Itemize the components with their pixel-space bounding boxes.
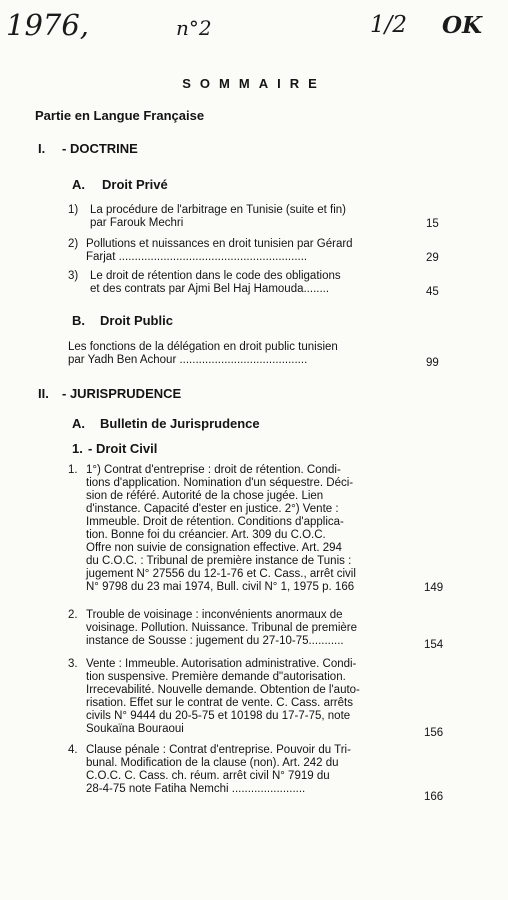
toc-entry	[68, 270, 488, 298]
toc-entry	[68, 204, 488, 232]
entry-page: 15	[426, 218, 439, 230]
entry-number: 2)	[68, 238, 79, 250]
toc-entry	[68, 341, 488, 369]
entry-line: bunal. Modification de la clause (non). Art. 242 du	[86, 757, 339, 769]
entry-line: par Yadh Ben Achour ........................................	[68, 354, 308, 366]
entry-page: 29	[426, 252, 439, 264]
section-title-jurisprudence: - JURISPRUDENCE	[62, 386, 182, 401]
entry-line: jugement N° 27556 du 12-1-76 et C. Cass., arrêt civil	[86, 568, 356, 580]
toc-entry	[68, 238, 488, 266]
handwritten-ok: OK	[442, 12, 483, 39]
entry-line: Offre non suivie de consignation effective. Art. 294	[86, 542, 342, 554]
page-title: SOMMAIRE	[182, 76, 326, 91]
entry-line: 28-4-75 note Fatiha Nemchi .......................	[86, 783, 306, 795]
entry-line: C.O.C. C. Cass. ch. réum. arrêt civil N° 7919 du	[86, 770, 330, 782]
toc-entry	[68, 658, 492, 742]
entry-line: N° 9798 du 23 mai 1974, Bull. civil N° 1, 1975 p. 166	[86, 581, 355, 593]
subsection-title-bulletin: Bulletin de Jurisprudence	[100, 416, 260, 431]
entry-line: par Farouk Mechri	[90, 217, 184, 229]
entry-line: civils N° 9444 du 20-5-75 et 10198 du 17-7-75, note	[86, 710, 351, 722]
entry-page: 166	[424, 791, 444, 803]
subsection-title-droit-public: Droit Public	[100, 313, 173, 328]
entry-page: 99	[426, 357, 439, 369]
subsection-letter-bulletin: A.	[72, 416, 85, 431]
entry-line: sion de référé. Autorité de la chose jugée. Lien	[86, 490, 324, 502]
subsection-title-civil: - Droit Civil	[88, 441, 158, 456]
entry-line: risation. Effet sur le contrat de vente. C. Cass. arrêts	[86, 697, 353, 709]
entry-page: 156	[424, 727, 444, 739]
toc-entry	[68, 464, 492, 596]
entry-number: 2.	[68, 609, 78, 621]
toc-entry	[68, 609, 492, 651]
toc-entry	[68, 744, 492, 804]
entry-line: Les fonctions de la délégation en droit public tunisien	[68, 341, 338, 353]
entry-page: 154	[424, 639, 444, 651]
entry-line: Farjat ...........................................................	[86, 251, 308, 263]
entry-page: 149	[424, 582, 444, 594]
entry-line: Immeuble. Droit de rétention. Conditions d'applica-	[86, 516, 344, 528]
subsection-letter-a: A.	[72, 177, 85, 192]
entry-line: tion suspensive. Première demande d"autorisation.	[86, 671, 346, 683]
handwritten-fraction: 1/2	[370, 12, 408, 38]
entry-line: Le droit de rétention dans le code des obligations	[90, 270, 341, 282]
entry-number: 3)	[68, 270, 79, 282]
entry-number: 4.	[68, 744, 78, 756]
entry-number: 1.	[68, 464, 78, 476]
entry-line: Pollutions et nuissances en droit tunisien par Gérard	[86, 238, 353, 250]
entry-line: Soukaïna Bouraoui	[86, 723, 184, 735]
entry-line: Trouble de voisinage : inconvénients anormaux de	[86, 609, 343, 621]
entry-line: La procédure de l'arbitrage en Tunisie (suite et fin)	[90, 204, 346, 216]
entry-line: d'instance. Capacité d'ester en justice. 2°) Vente :	[86, 503, 339, 515]
entry-line: Clause pénale : Contrat d'entreprise. Pouvoir du Tri-	[86, 744, 351, 756]
entry-number: 3.	[68, 658, 78, 670]
part-heading: Partie en Langue Française	[35, 108, 205, 123]
subsection-number-civil: 1.	[72, 441, 83, 456]
subsection-title-droit-prive: Droit Privé	[102, 177, 168, 192]
section-number-doctrine: I.	[38, 141, 46, 156]
entry-line: tions d'application. Nomination d'un séquestre. Déci-	[86, 477, 354, 489]
entry-number: 1)	[68, 204, 79, 216]
subsection-letter-b: B.	[72, 313, 85, 328]
entry-line: voisinage. Pollution. Nuissance. Tribunal de première	[86, 622, 358, 634]
entry-line: et des contrats par Ajmi Bel Haj Hamouda........	[90, 283, 330, 295]
handwritten-number: n°2	[176, 16, 212, 40]
section-number-jurisprudence: II.	[38, 386, 49, 401]
handwritten-year: 1976,	[6, 8, 90, 42]
entry-line: Vente : Immeuble. Autorisation administrative. Condi-	[86, 658, 357, 670]
section-title-doctrine: - DOCTRINE	[62, 141, 138, 156]
entry-line: Irrecevabilité. Nouvelle demande. Obtention de l'auto-	[86, 684, 360, 696]
entry-line: 1°) Contrat d'entreprise : droit de rétention. Condi-	[86, 464, 341, 476]
entry-line: tion. Bonne foi du créancier. Art. 309 du C.O.C.	[86, 529, 326, 541]
entry-line: du C.O.C. : Tribunal de première instance de Tunis :	[86, 555, 352, 567]
entry-line: instance de Sousse : jugement du 27-10-75...........	[86, 635, 344, 647]
entry-page: 45	[426, 286, 439, 298]
